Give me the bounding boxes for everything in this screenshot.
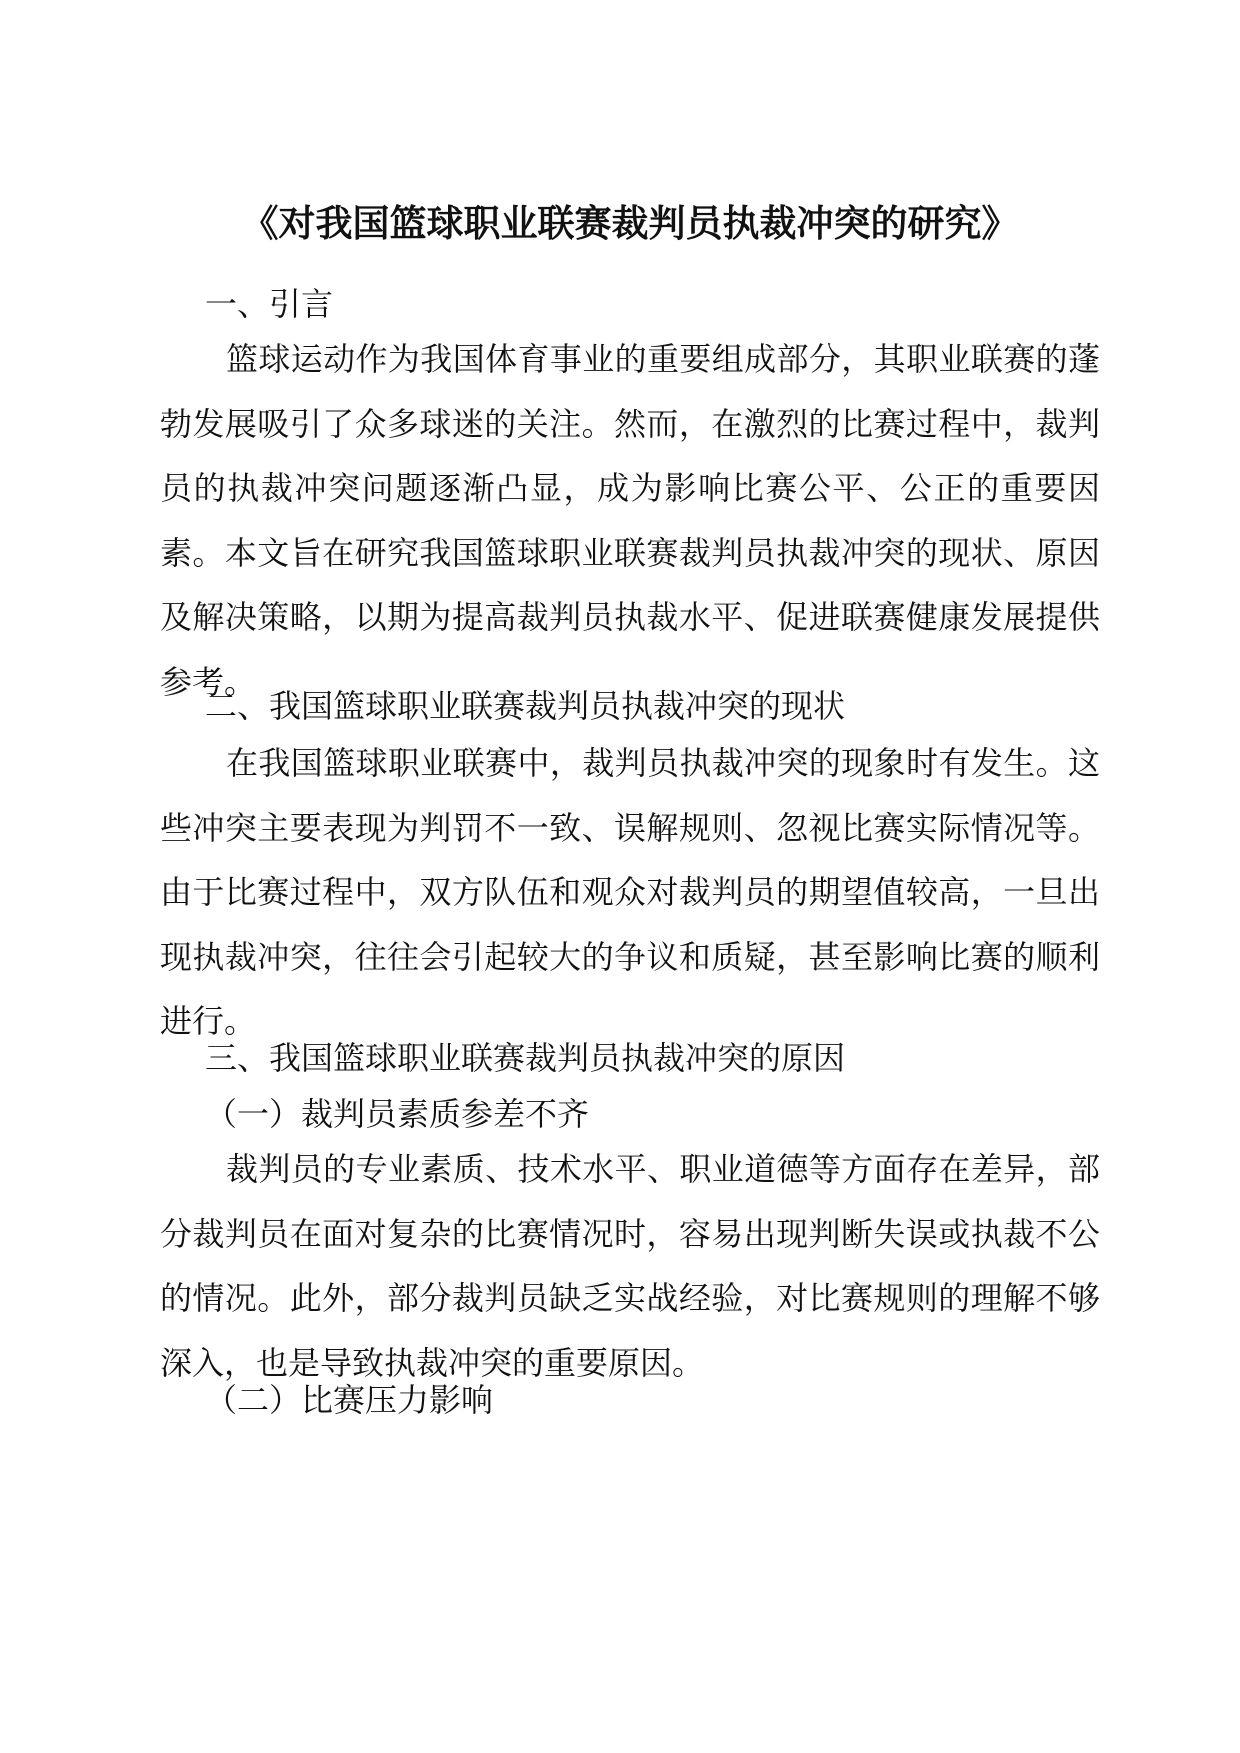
paragraph-referee-quality: 裁判员的专业素质、技术水平、职业道德等方面存在差异，部分裁判员在面对复杂的比赛情况时，容易出现判断失误或执裁不公的情况。此外，部分裁判员缺乏实战经验，对比赛规则的理解不够深入，也是导致执裁冲突的重要原因。 [160, 1150, 1100, 1382]
subsection-heading-game-pressure: （二）比赛压力影响 [205, 1381, 494, 1419]
document-title: 《对我国篮球职业联赛裁判员执裁冲突的研究》 [241, 201, 1019, 245]
paragraph-introduction: 篮球运动作为我国体育事业的重要组成部分，其职业联赛的蓬勃发展吸引了众多球迷的关注。然而，在激烈的比赛过程中，裁判员的执裁冲突问题逐渐凸显，成为影响比赛公平、公正的重要因素。本文旨在研究我国篮球职业联赛裁判员执裁冲突的现状、原因及解决策略，以期为提高裁判员执裁水平、促进联赛健康发展提供参考。 [160, 340, 1100, 701]
section-heading-introduction: 一、引言 [205, 285, 334, 323]
section-heading-causes: 三、我国篮球职业联赛裁判员执裁冲突的原因 [205, 1039, 846, 1077]
paragraph-status: 在我国篮球职业联赛中，裁判员执裁冲突的现象时有发生。这些冲突主要表现为判罚不一致、误解规则、忽视比赛实际情况等。由于比赛过程中，双方队伍和观众对裁判员的期望值较高，一旦出现执裁冲突，往往会引起较大的争议和质疑，甚至影响比赛的顺利进行。 [160, 744, 1100, 1040]
section-heading-status: 二、我国篮球职业联赛裁判员执裁冲突的现状 [205, 687, 846, 725]
subsection-heading-referee-quality: （一）裁判员素质参差不齐 [205, 1095, 590, 1133]
